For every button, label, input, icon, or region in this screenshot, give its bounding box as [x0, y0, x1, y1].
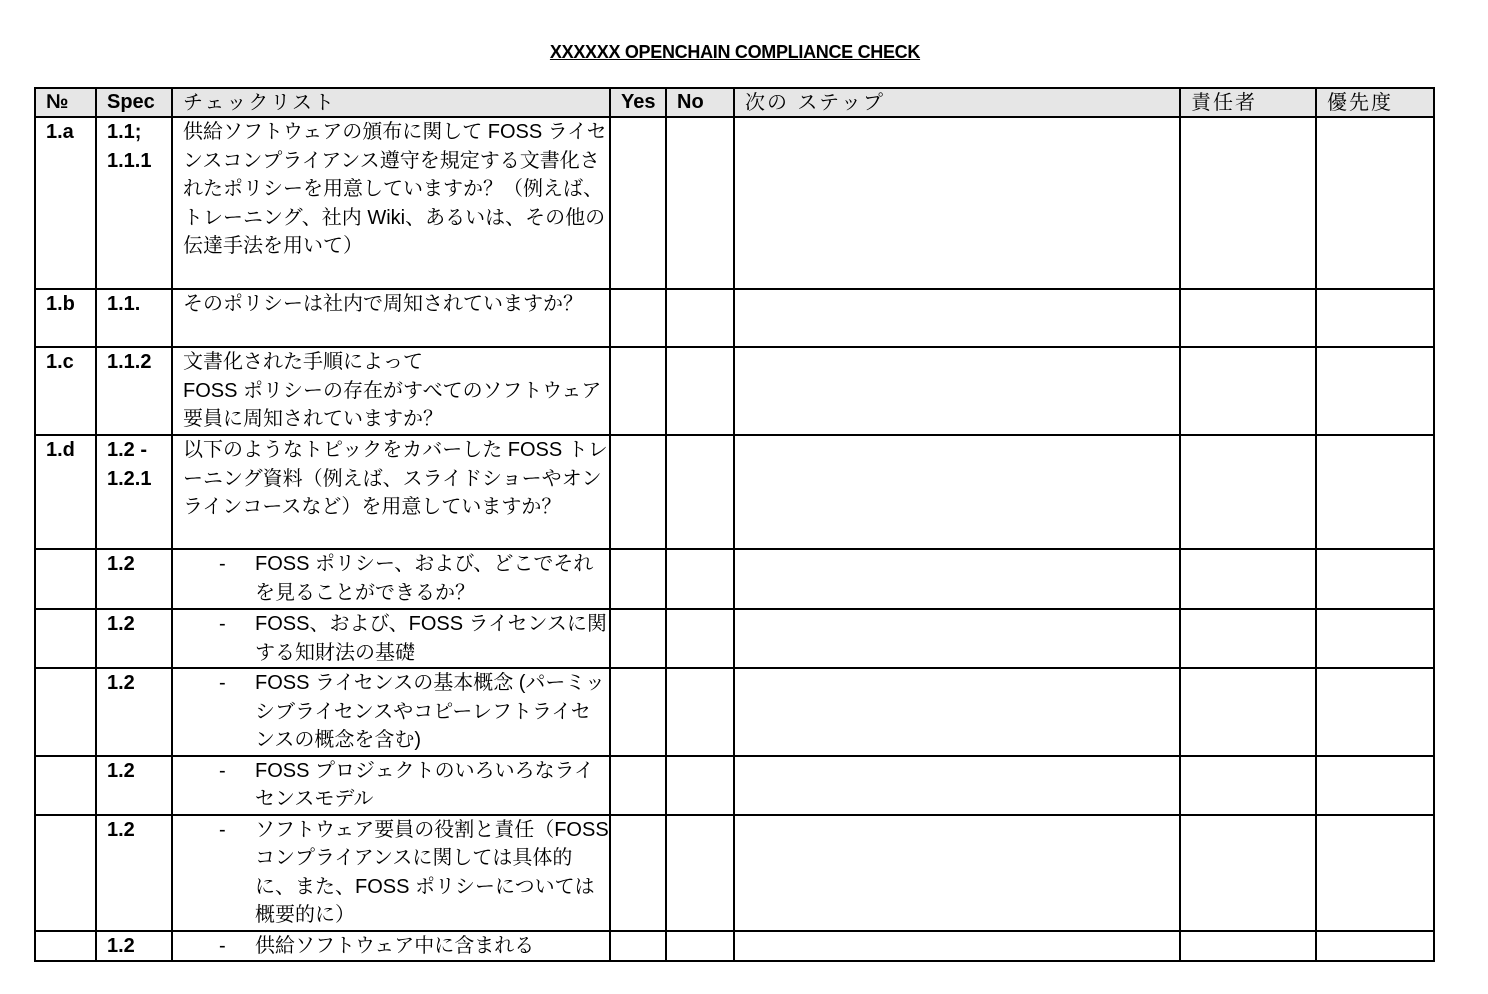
cell-owner [1180, 609, 1316, 668]
cell-owner [1180, 347, 1316, 435]
cell-next-step [734, 756, 1180, 815]
header-priority: 優先度 [1316, 88, 1434, 117]
row-checklist-item: そのポリシーは社内で周知されていますか？ [172, 289, 610, 347]
sub-item-text: ソフトウェア要員の役割と責任（FOSS コンプライアンスに関しては具体的に、また、FOSS ポリシーについては概要的に） [255, 818, 609, 926]
row-number [35, 931, 96, 962]
cell-next-step [734, 549, 1180, 609]
cell-owner [1180, 435, 1316, 549]
cell-next-step [734, 289, 1180, 347]
header-yes: Yes [610, 88, 666, 117]
sub-item-text: FOSS、および、FOSS ライセンスに関する知財法の基礎 [255, 613, 607, 664]
row-number [35, 756, 96, 815]
cell-priority [1316, 609, 1434, 668]
sub-item-text: FOSS プロジェクトのいろいろなライセンスモデル [255, 759, 595, 810]
cell-no [666, 549, 734, 609]
row-spec: 1.2 [96, 756, 172, 815]
table-row [35, 931, 1434, 962]
header-next-step: 次の ステップ [734, 88, 1180, 117]
table-row [35, 609, 1434, 668]
row-checklist-item: 以下のようなトピックをカバーした FOSS トレーニング資料（例えば、スライドショーやオンラインコースなど）を用意していますか？ [172, 435, 610, 549]
row-number: 1.b [35, 289, 96, 347]
row-number [35, 668, 96, 756]
cell-priority [1316, 931, 1434, 962]
row-checklist-item [172, 815, 610, 931]
row-checklist-item: 文書化された手順によって FOSS ポリシーの存在がすべてのソフトウェア要員に周知されていますか？ [172, 347, 610, 435]
sub-item [183, 757, 609, 814]
cell-no [666, 668, 734, 756]
row-number [35, 609, 96, 668]
row-number [35, 815, 96, 931]
cell-owner [1180, 117, 1316, 289]
cell-priority [1316, 815, 1434, 931]
cell-priority [1316, 756, 1434, 815]
row-spec: 1.2 [96, 815, 172, 931]
row-number: 1.a [35, 117, 96, 289]
row-spec: 1.2 - 1.2.1 [96, 435, 172, 549]
table-row [35, 435, 1434, 549]
header-spec: Spec [96, 88, 172, 117]
cell-no [666, 931, 734, 962]
cell-owner [1180, 756, 1316, 815]
row-checklist-item: 供給ソフトウェアの頒布に関して FOSS ライセンスコンプライアンス遵守を規定する文書化されたポリシーを用意していますか？（例えば、トレーニング、社内 Wiki、あるいは、その他の伝達手法を用いて） [172, 117, 610, 289]
cell-yes [610, 347, 666, 435]
bullet-dash: - [219, 818, 226, 841]
table-row [35, 815, 1434, 931]
table-row [35, 347, 1434, 435]
row-spec: 1.1. [96, 289, 172, 347]
cell-no [666, 117, 734, 289]
row-spec: 1.2 [96, 609, 172, 668]
cell-no [666, 347, 734, 435]
row-number [35, 549, 96, 609]
sub-item [183, 816, 609, 930]
cell-yes [610, 435, 666, 549]
row-checklist-item [172, 756, 610, 815]
compliance-checklist-table [34, 87, 1435, 962]
cell-yes [610, 609, 666, 668]
cell-yes [610, 815, 666, 931]
cell-priority [1316, 289, 1434, 347]
header-no: № [35, 88, 96, 117]
document-title: XXXXXX OPENCHAIN COMPLIANCE CHECK [549, 42, 921, 62]
cell-priority [1316, 668, 1434, 756]
row-checklist-item [172, 931, 610, 962]
header-checklist: チェックリスト [172, 88, 610, 117]
cell-yes [610, 549, 666, 609]
row-spec: 1.1.2 [96, 347, 172, 435]
cell-no [666, 289, 734, 347]
table-row [35, 668, 1434, 756]
cell-owner [1180, 668, 1316, 756]
row-checklist-item [172, 668, 610, 756]
bullet-dash: - [219, 613, 226, 635]
cell-priority [1316, 435, 1434, 549]
row-checklist-item [172, 609, 610, 668]
cell-yes [610, 756, 666, 815]
sub-item [183, 932, 609, 961]
cell-next-step [734, 609, 1180, 668]
cell-owner [1180, 289, 1316, 347]
cell-yes [610, 931, 666, 962]
cell-owner [1180, 549, 1316, 609]
header-no-answer: No [666, 88, 734, 117]
row-number: 1.c [35, 347, 96, 435]
row-checklist-item [172, 549, 610, 609]
sub-item [183, 669, 609, 755]
row-spec: 1.2 [96, 549, 172, 609]
cell-next-step [734, 815, 1180, 931]
sub-item-text: FOSS ライセンスの基本概念 (パーミッシブライセンスやコピーレフトライセンスの概念を含む) [255, 672, 606, 751]
cell-yes [610, 668, 666, 756]
table-header-row [35, 88, 1434, 117]
cell-priority [1316, 117, 1434, 289]
cell-next-step [734, 668, 1180, 756]
cell-yes [610, 117, 666, 289]
cell-next-step [734, 117, 1180, 289]
sub-item-text: 供給ソフトウェア中に含まれる [255, 934, 535, 957]
cell-no [666, 435, 734, 549]
sub-item [183, 610, 609, 667]
cell-priority [1316, 347, 1434, 435]
row-spec: 1.2 [96, 931, 172, 962]
table-row [35, 756, 1434, 815]
cell-no [666, 756, 734, 815]
header-owner: 責任者 [1180, 88, 1316, 117]
cell-yes [610, 289, 666, 347]
row-spec: 1.1; 1.1.1 [96, 117, 172, 289]
bullet-dash: - [219, 934, 226, 957]
bullet-dash: - [219, 759, 226, 782]
table-row [35, 289, 1434, 347]
sub-item-text: FOSS ポリシー、および、どこでそれを見ることができるか？ [255, 553, 594, 604]
bullet-dash: - [219, 672, 226, 694]
cell-next-step [734, 931, 1180, 962]
bullet-dash: - [219, 553, 226, 575]
row-number: 1.d [35, 435, 96, 549]
cell-next-step [734, 347, 1180, 435]
row-spec: 1.2 [96, 668, 172, 756]
cell-no [666, 609, 734, 668]
cell-next-step [734, 435, 1180, 549]
cell-owner [1180, 931, 1316, 962]
table-row [35, 117, 1434, 289]
cell-no [666, 815, 734, 931]
cell-priority [1316, 549, 1434, 609]
cell-owner [1180, 815, 1316, 931]
sub-item [183, 550, 609, 607]
table-row [35, 549, 1434, 609]
